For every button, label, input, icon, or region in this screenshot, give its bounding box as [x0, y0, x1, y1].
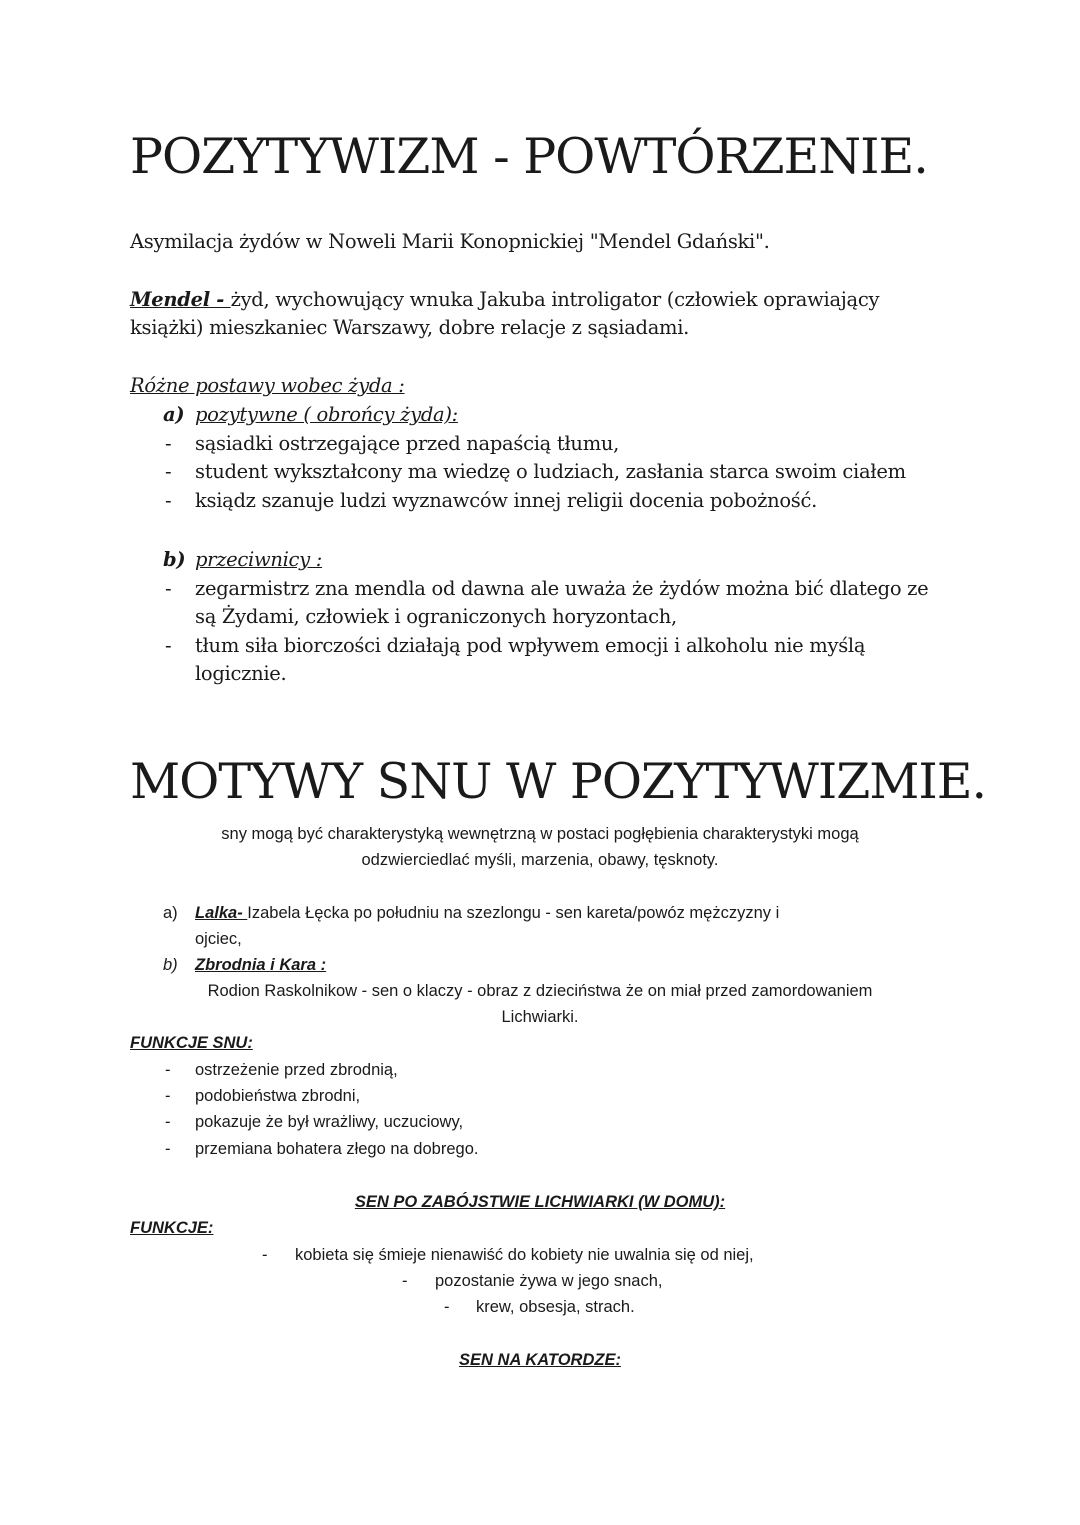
- list-bullet: -: [165, 1140, 171, 1158]
- functions2-heading: FUNKCJE:: [130, 1219, 214, 1237]
- list-bullet: -: [165, 634, 172, 657]
- lalka-label: Lalka-: [195, 904, 248, 922]
- zbrodnia-text: Rodion Raskolnikow - sen o klaczy - obraz z dzieciństwa że on miał przed zamordowaniem: [207, 982, 873, 1000]
- section-title: MOTYWY SNU W POZYTYWIZMIE.: [130, 753, 987, 810]
- list-item: przemiana bohatera złego na dobrego.: [195, 1140, 479, 1158]
- mendel-paragraph-line1: [130, 288, 879, 311]
- list-item: sąsiadki ostrzegające przed napaścią tłumu,: [195, 432, 620, 455]
- intro-line: sny mogą być charakterystyką wewnętrzną w postaci pogłębienia charakterystyki mogą: [221, 825, 859, 843]
- list-bullet: -: [165, 432, 172, 455]
- lalka-line2: ojciec,: [195, 930, 242, 948]
- opponents-label: przeciwnicy :: [195, 548, 323, 571]
- list-bullet: -: [402, 1272, 408, 1290]
- list-item: pokazuje że był wrażliwy, uczuciowy,: [195, 1113, 464, 1131]
- intro-text: Asymilacja żydów w Noweli Marii Konopnickiej "Mendel Gdański".: [130, 230, 770, 253]
- opponents-marker: b): [163, 548, 186, 571]
- lalka-marker: a): [163, 904, 178, 922]
- list-item: student wykształcony ma wiedzę o ludziach, zasłania starca swoim ciałem: [195, 460, 906, 483]
- list-item: pozostanie żywa w jego snach,: [435, 1272, 663, 1290]
- list-bullet: -: [165, 489, 172, 512]
- zbrodnia-label: Zbrodnia i Kara :: [195, 956, 327, 974]
- list-item: zegarmistrz zna mendla od dawna ale uważa że żydów można bić dlatego ze: [195, 577, 929, 600]
- list-item: ksiądz szanuje ludzi wyznawców innej religii docenia pobożność.: [195, 489, 818, 512]
- list-item-continuation: logicznie.: [195, 662, 287, 685]
- positive-label: pozytywne ( obrońcy żyda):: [195, 403, 458, 426]
- list-item: ostrzeżenie przed zbrodnią,: [195, 1061, 398, 1079]
- list-item-continuation: są Żydami, człowiek i ograniczonych horyzontach,: [195, 605, 677, 628]
- list-bullet: -: [165, 577, 172, 600]
- list-bullet: -: [165, 460, 172, 483]
- mendel-paragraph-line2: książki) mieszkaniec Warszawy, dobre relacje z sąsiadami.: [130, 316, 690, 339]
- zbrodnia-text: Lichwiarki.: [501, 1008, 579, 1026]
- list-bullet: -: [165, 1061, 171, 1079]
- positive-marker: a): [163, 403, 185, 426]
- list-item: krew, obsesja, strach.: [476, 1298, 635, 1316]
- lalka-line1: [195, 904, 779, 923]
- list-bullet: -: [444, 1298, 450, 1316]
- list-item: podobieństwa zbrodni,: [195, 1087, 361, 1105]
- attitudes-heading: Różne postawy wobec żyda :: [130, 374, 405, 397]
- list-bullet: -: [165, 1087, 171, 1105]
- mendel-text: żyd, wychowujący wnuka Jakuba introligator (człowiek oprawiający: [230, 288, 880, 311]
- list-bullet: -: [165, 1113, 171, 1131]
- katorga-heading: SEN NA KATORDZE:: [459, 1351, 621, 1369]
- list-bullet: -: [262, 1246, 268, 1264]
- page-title: POZYTYWIZM - POWTÓRZENIE.: [130, 128, 928, 185]
- list-item: kobieta się śmieje nienawiść do kobiety nie uwalnia się od niej,: [295, 1246, 754, 1264]
- functions-heading: FUNKCJE SNU:: [130, 1034, 253, 1052]
- list-item: tłum siła biorczości działają pod wpływem emocji i alkoholu nie myślą: [195, 634, 866, 657]
- dream-after-heading: SEN PO ZABÓJSTWIE LICHWIARKI (W DOMU):: [354, 1193, 726, 1211]
- zbrodnia-marker: b): [163, 956, 178, 974]
- intro-line: odzwierciedlać myśli, marzenia, obawy, tęsknoty.: [361, 851, 719, 869]
- mendel-label: Mendel -: [130, 288, 231, 311]
- lalka-text: Izabela Łęcka po południu na szezlongu - sen kareta/powóz mężczyzny i: [247, 904, 780, 922]
